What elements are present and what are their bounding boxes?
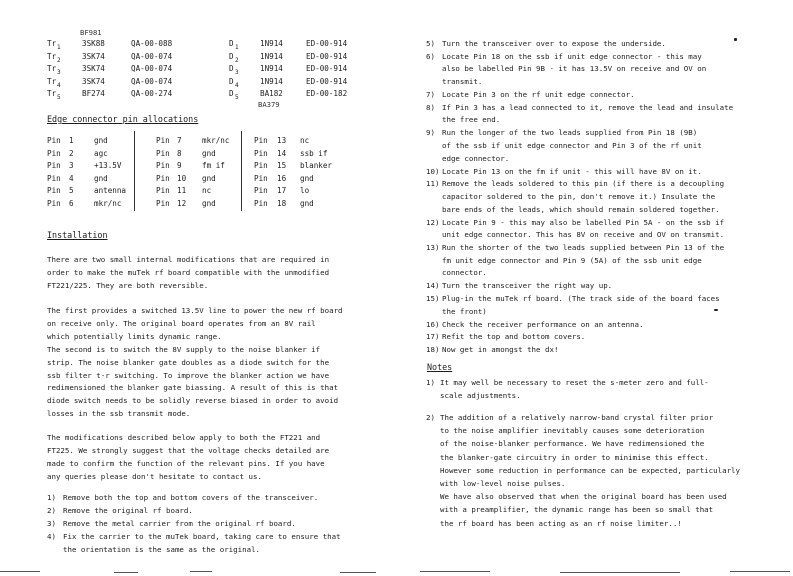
- transistor-type: 3SK88: [82, 39, 105, 48]
- step-number: 2): [47, 506, 56, 515]
- step-number: 5): [426, 39, 435, 48]
- pin-number: 17: [277, 186, 287, 196]
- step-text: Fix the carrier to the muTek board, taking care to ensure that the orientation is the same as the original.: [63, 532, 341, 554]
- step-text: Check the receiver performance on an antenna.: [442, 319, 644, 329]
- pin-label: Pin: [254, 161, 268, 171]
- diode-index: 1: [235, 44, 239, 51]
- transistor-symbol: Tr: [47, 76, 57, 86]
- installation-detail-paragraph: The first provides a switched 13.5V line to power the new rf board on receive only. The original board operates from an 8V rail which potentially limits dynamic range. The second is to switch the 8V supply to the noise blanker if strip. The noise blanker gate doubles as a diode switch for the ssb filter t-r switching. To improve the blanker action we have redimensioned the blanker gate biassing. A result of this is that diode switch needs to be solidly reverse biased in order to avoid losses in the ssb transmit mode.: [47, 306, 343, 419]
- diode-symbol: D: [229, 89, 234, 99]
- step-number: 7): [426, 90, 435, 99]
- pin-label: Pin: [254, 199, 268, 208]
- pin-label: Pin: [47, 186, 61, 196]
- component-row: [0, 51, 400, 63]
- table-row: [44, 159, 362, 172]
- pin-number: 5: [69, 186, 74, 196]
- pin-number: 9: [177, 161, 182, 171]
- table-row: [44, 197, 362, 210]
- pin-signal: ssb if: [300, 148, 328, 158]
- transistor-part-number: QA-00-274: [131, 89, 173, 99]
- ink-speck: [734, 38, 737, 41]
- diode-index: 2: [235, 56, 239, 64]
- component-row: [0, 88, 400, 100]
- diode-part-number: ED-00-914: [306, 39, 348, 48]
- pin-signal: gnd: [94, 136, 108, 145]
- pin-label: Pin: [156, 173, 170, 183]
- scan-edge-line: [340, 572, 376, 573]
- transistor-symbol: Tr: [47, 89, 57, 99]
- transistor-index: 5: [57, 94, 61, 102]
- transistor-index: 3: [57, 69, 61, 77]
- transistor-index: 4: [57, 81, 61, 89]
- scan-edge-line: [114, 572, 138, 573]
- pin-label: Pin: [156, 199, 170, 208]
- step-text: Plug-in the muTek rf board. (The track side of the board faces the front): [442, 294, 720, 316]
- pin-label: Pin: [47, 199, 61, 208]
- diode-index: 4: [235, 81, 239, 89]
- transistor-index: 2: [57, 56, 61, 64]
- pin-label: Pin: [254, 148, 268, 158]
- step-text: If Pin 3 has a lead connected to it, remove the lead and insulate the free end.: [442, 102, 734, 125]
- scan-edge-line: [730, 571, 790, 572]
- installation-heading: Installation: [47, 230, 108, 240]
- step-text: Locate Pin 13 on the fm if unit - this will have 8V on it.: [442, 166, 702, 176]
- pin-signal: mkr/nc: [202, 136, 230, 145]
- step-number: 15): [426, 294, 440, 303]
- pin-allocation-table: [44, 131, 362, 211]
- transistor-symbol: Tr: [47, 64, 57, 74]
- component-row: [0, 63, 400, 75]
- pin-signal: +13.5V: [94, 161, 122, 171]
- step-number: 8): [426, 102, 435, 112]
- scan-edge-line: [190, 571, 212, 572]
- pin-label: Pin: [156, 161, 170, 171]
- diode-part-number: ED-00-914: [306, 76, 348, 86]
- transistor-symbol: Tr: [47, 51, 57, 61]
- transistor-part-number: QA-00-088: [131, 39, 173, 48]
- step-number: 6): [426, 51, 435, 61]
- transistor-symbol: Tr: [47, 39, 57, 48]
- pin-label: Pin: [47, 161, 61, 171]
- pin-signal: nc: [202, 186, 212, 196]
- note-text: The addition of a relatively narrow-band crystal filter prior to the noise amplifier inevitably causes some deterioration of the noise-blanker performance. We have redimensioned the the blanker-gate circuitry in order to minimise this effect. However some reduction in performance can be expected, particularly with low-level noise pulses. We have also observed that when the original board has been used with a preamplifier, the dynamic range has been so small that the rf board has been acting as an rf noise limiter..!: [440, 413, 741, 528]
- pin-number: 8: [177, 148, 182, 158]
- step-number: 14): [426, 281, 440, 291]
- pin-number: 12: [177, 199, 187, 208]
- diode-type: 1N914: [260, 64, 283, 74]
- step-text: Run the longer of the two leads supplied from Pin 18 (9B) of the ssb if unit edge connector and Pin 3 of the rf unit edge connector.: [442, 128, 702, 163]
- pin-label: Pin: [47, 136, 61, 145]
- pin-number: 11: [177, 186, 187, 196]
- component-row: [0, 76, 400, 88]
- diode-type: 1N914: [260, 39, 283, 48]
- pin-signal: lo: [300, 186, 310, 196]
- step-text: Now get in amongst the dx!: [442, 345, 559, 354]
- pin-label: Pin: [156, 186, 170, 196]
- ink-speck: [714, 309, 718, 311]
- pin-label: Pin: [47, 173, 61, 183]
- transistor-type: 3SK74: [82, 76, 105, 86]
- transistor-type: BF274: [82, 89, 105, 99]
- diode-part-number: ED-00-914: [306, 51, 348, 61]
- pin-label: Pin: [156, 148, 170, 158]
- scan-edge-line: [560, 572, 680, 573]
- pin-number: 18: [277, 199, 287, 208]
- pin-signal: gnd: [300, 173, 314, 183]
- pin-signal: gnd: [202, 148, 216, 158]
- pin-signal: gnd: [202, 199, 216, 208]
- table-row: [44, 184, 362, 197]
- pin-number: 10: [177, 173, 187, 183]
- diode-index: 5: [235, 94, 239, 102]
- transistor-part-number: QA-00-074: [131, 51, 173, 61]
- step-text: Remove the original rf board.: [63, 506, 193, 515]
- step-number: 13): [426, 243, 440, 252]
- diode-symbol: D: [229, 39, 234, 48]
- pin-signal: antenna: [94, 186, 127, 196]
- pin-label: Pin: [156, 136, 170, 145]
- transistor-type: 3SK74: [82, 51, 105, 61]
- step-text: Turn the transceiver over to expose the underside.: [442, 39, 666, 48]
- table-row: [44, 147, 362, 160]
- pin-number: 4: [69, 173, 74, 183]
- pin-number: 2: [69, 148, 74, 158]
- table-row: [44, 134, 362, 147]
- diode-index: 3: [235, 69, 239, 77]
- pin-signal: gnd: [202, 173, 216, 183]
- pin-number: 7: [177, 136, 182, 145]
- step-number: 1): [47, 493, 56, 502]
- diode-type: BA182: [260, 89, 283, 99]
- transistor-index: 1: [57, 44, 61, 51]
- pin-number: 1: [69, 136, 74, 145]
- transistor-part-number: QA-00-074: [131, 64, 173, 74]
- pin-label: Pin: [254, 173, 268, 183]
- notes-heading: Notes: [427, 362, 453, 372]
- step-text: Remove both the top and bottom covers of the transceiver.: [63, 493, 319, 502]
- diode-symbol: D: [229, 64, 234, 74]
- step-text: Refit the top and bottom covers.: [442, 332, 586, 342]
- component-row: [0, 38, 400, 50]
- step-text: Locate Pin 9 - this may also be labelled Pin 5A - on the ssb if unit edge connector. This has 8V on receive and OV on transmit.: [442, 217, 725, 240]
- note-number: 2): [426, 413, 435, 422]
- pin-label: Pin: [47, 148, 61, 158]
- step-number: 18): [426, 345, 440, 354]
- table-row: [44, 172, 362, 185]
- step-text: Remove the leads soldered to this pin (if there is a decoupling capacitor soldered to the pin, don't remove it.) Insulate the bare ends of the leads, which should remain soldered together.: [442, 179, 725, 214]
- edge-connector-heading: Edge connector pin allocations: [47, 114, 199, 124]
- step-text: Run the shorter of the two leads supplied between Pin 13 of the fm unit edge connector and Pin 9 (5A) of the ssb unit edge connector.: [442, 243, 725, 278]
- step-number: 10): [426, 166, 440, 176]
- installation-intro-paragraph: There are two small internal modifications that are required in order to make the muTek rf board compatible with the unmodified FT221/225. They are both reversible.: [47, 255, 330, 290]
- transistor-type: 3SK74: [82, 64, 105, 74]
- installation-note-paragraph: The modifications described below apply to both the FT221 and FT225. We strongly suggest that the voltage checks detailed are made to confirm the function of the relevant pins. If you have any queries please don't hesitate to contact us.: [47, 433, 330, 481]
- handwritten-note-ba379: BA379: [258, 100, 280, 109]
- pin-signal: fm if: [202, 161, 225, 171]
- note-number: 1): [426, 378, 435, 387]
- pin-signal: mkr/nc: [94, 199, 122, 208]
- step-number: 4): [47, 532, 56, 541]
- diode-symbol: D: [229, 51, 234, 61]
- step-text: Remove the metal carrier from the original rf board.: [63, 519, 296, 528]
- step-text: Turn the transceiver the right way up.: [442, 281, 613, 291]
- diode-type: 1N914: [260, 51, 283, 61]
- diode-part-number: ED-00-182: [306, 89, 348, 99]
- pin-number: 16: [277, 173, 287, 183]
- pin-number: 13: [277, 136, 287, 145]
- handwritten-note-bf981: BF981: [80, 28, 102, 37]
- step-number: 16): [426, 319, 440, 329]
- pin-number: 6: [69, 199, 74, 208]
- pin-signal: gnd: [300, 199, 314, 208]
- note-text: It may well be necessary to reset the s-meter zero and full- scale adjustments.: [440, 378, 709, 401]
- step-text: Locate Pin 3 on the rf unit edge connector.: [442, 90, 635, 99]
- pin-signal: gnd: [94, 173, 108, 183]
- pin-number: 14: [277, 148, 287, 158]
- diode-type: 1N914: [260, 76, 283, 86]
- diode-symbol: D: [229, 76, 234, 86]
- pin-signal: agc: [94, 148, 108, 158]
- diode-part-number: ED-00-914: [306, 64, 348, 74]
- step-text: Locate Pin 18 on the ssb if unit edge connector - this may also be labelled Pin 9B - it has 13.5V on receive and OV on transmit.: [442, 51, 707, 87]
- pin-number: 15: [277, 161, 287, 171]
- pin-signal: blanker: [300, 161, 333, 171]
- step-number: 11): [426, 179, 440, 189]
- pin-label: Pin: [254, 186, 268, 196]
- pin-label: Pin: [254, 136, 268, 145]
- step-number: 12): [426, 217, 440, 227]
- scan-edge-line: [0, 571, 40, 572]
- pin-signal: nc: [300, 136, 310, 145]
- step-number: 3): [47, 519, 56, 528]
- transistor-part-number: QA-00-074: [131, 76, 173, 86]
- step-number: 17): [426, 332, 440, 342]
- pin-number: 3: [69, 161, 74, 171]
- step-number: 9): [426, 128, 435, 138]
- scan-edge-line: [420, 571, 490, 572]
